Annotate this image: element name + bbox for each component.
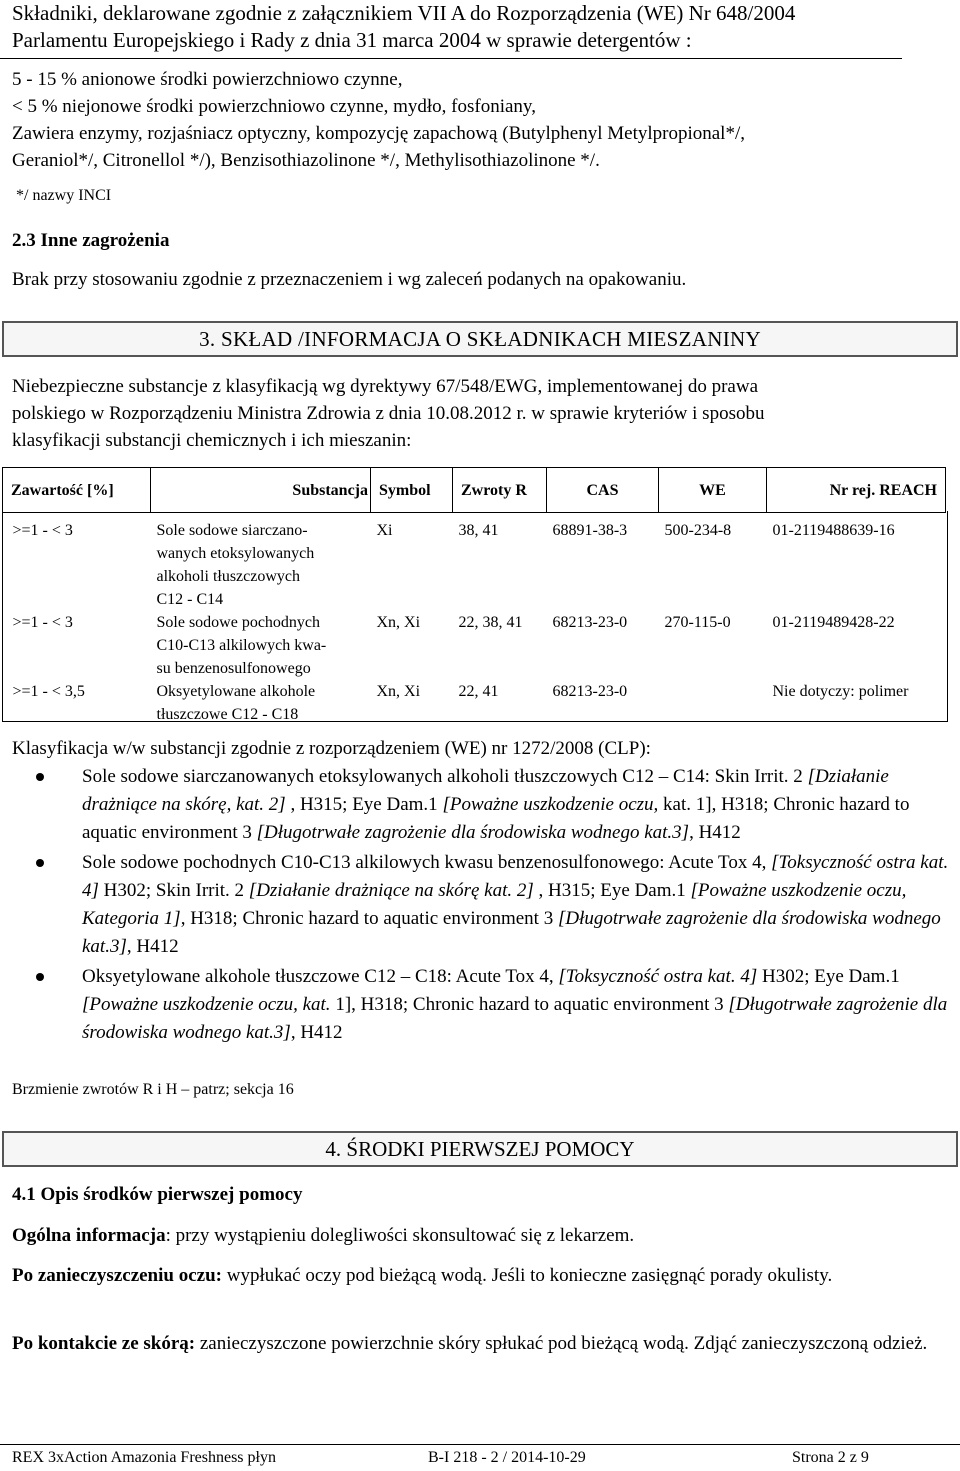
section-3-line-1: Niebezpieczne substancje z klasyfikacją wg dyrektywy 67/548/EWG, implementowanej do prawa: [12, 376, 759, 397]
skin-contact-label: Po kontakcie ze skórą:: [12, 1333, 196, 1354]
clp-text: [Poważne uszkodzenie oczu, kat.: [82, 994, 331, 1015]
clp-text: Sole sodowe siarczanowanych etoksylowanych alkoholi tłuszczowych C12 – C14: Skin Irrit. 2: [82, 766, 808, 787]
cell-cas: 68213-23-0: [552, 683, 628, 700]
footer-product: REX 3xAction Amazonia Freshness płyn: [12, 1449, 276, 1466]
clp-text: Oksyetylowane alkohole tłuszczowe C12 – C18: Acute Tox 4,: [82, 966, 559, 987]
clp-text: Sole sodowe pochodnych C10-C13 alkilowych kwasu benzenosulfonowego: Acute Tox 4,: [82, 852, 772, 873]
ingredient-line-2: < 5 % niejonowe środki powierzchniowo czynne, mydło, fosfoniany,: [12, 96, 536, 117]
ingredient-line-1: 5 - 15 % anionowe środki powierzchniowo czynne,: [12, 69, 403, 90]
section-2-3-heading: 2.3 Inne zagrożenia: [12, 230, 170, 251]
clp-text: , H318; Chronic hazard to aquatic environment 3: [82, 794, 910, 843]
clp-text: [Toksyczność ostra kat. 4]: [558, 966, 758, 987]
clp-text: [Poważne uszkodzenie oczu,: [442, 794, 659, 815]
skin-contact-text: zanieczyszczone powierzchnie skóry spłukać pod bieżącą wodą. Zdjąć zanieczyszczoną odzież.: [195, 1333, 928, 1354]
section-3-intro: [12, 373, 952, 454]
header-line-2: Parlamentu Europejskiego i Rady z dnia 31 marca 2004 w sprawie detergentów :: [12, 28, 692, 52]
table-header-cell: Nr rej. REACH: [767, 468, 946, 513]
header-box: [0, 0, 902, 59]
cell-r: 22, 41: [458, 683, 499, 700]
clp-text: H302; Eye Dam.1: [757, 966, 900, 987]
cell-cas: 68213-23-0: [552, 614, 628, 631]
cell-content: >=1 - < 3,5: [12, 683, 85, 700]
header-line-1: Składniki, deklarowane zgodnie z załącznikiem VII A do Rozporządzenia (WE) Nr 648/2004: [12, 1, 796, 25]
clp-text: [Toksyczność ostra kat. 4]: [82, 852, 949, 901]
cell-reach: Nie dotyczy: polimer: [772, 683, 909, 700]
clp-text: , H318; Chronic hazard to aquatic environment 3: [180, 908, 558, 929]
clp-text: , H315; Eye Dam.1: [285, 794, 443, 815]
clp-text: [Poważne uszkodzenie oczu, Kategoria 1]: [82, 880, 907, 929]
eye-contact-text: wypłukać oczy pod bieżącą wodą. Jeśli to konieczne zasięgnąć porady okulisty.: [221, 1265, 833, 1286]
clp-list: [0, 763, 950, 1047]
section-3-line-2: polskiego w Rozporządzeniu Ministra Zdrowia z dnia 10.08.2012 r. w sprawie kryteriów i sposobu: [12, 403, 765, 424]
section-3-line-3: klasyfikacji substancji chemicznych i ich mieszanin:: [12, 430, 412, 451]
footer-page-number: Strona 2 z 9: [792, 1449, 869, 1466]
general-info-text: : przy wystąpieniu dolegliwości skonsultować się z lekarzem.: [165, 1225, 635, 1246]
bullet-icon: [36, 859, 44, 867]
cell-cas: 68891-38-3: [552, 522, 628, 539]
clp-text: , H412: [126, 936, 179, 957]
cell-content: >=1 - < 3: [12, 522, 73, 539]
clp-text: [Działanie drażniące na skórę, kat. 2]: [82, 766, 889, 815]
cell-symbol: Xi: [376, 522, 393, 539]
cell-substance: Sole sodowe pochodnych C10-C13 alkilowych kwa- su benzenosulfonowego: [156, 614, 327, 677]
ingredient-line-4: Geraniol*/, Citronellol */), Benzisothiazolinone */, Methylisothiazolinone */.: [12, 150, 600, 171]
cell-r: 38, 41: [458, 522, 499, 539]
clp-text: , H412: [689, 822, 741, 843]
clp-text: kat. 1]: [658, 794, 712, 815]
general-info: [12, 1222, 952, 1249]
cell-content: >=1 - < 3: [12, 614, 73, 631]
table-header-cell: CAS: [547, 468, 659, 513]
page-footer: [0, 1444, 960, 1471]
clp-intro: Klasyfikacja w/w substancji zgodnie z rozporządzeniem (WE) nr 1272/2008 (CLP):: [12, 738, 651, 759]
section-3-heading: 3. SKŁAD /INFORMACJA O SKŁADNIKACH MIESZANINY: [2, 321, 958, 357]
cell-reach: 01-2119489428-22: [772, 614, 895, 631]
phrases-reference: Brzmienie zwrotów R i H – patrz; sekcja 16: [12, 1081, 294, 1098]
table-header-cell: Zwroty R: [453, 468, 547, 513]
ingredient-line-3: Zawiera enzymy, rozjaśniacz optyczny, kompozycję zapachową (Butylphenyl Metylpropional*/,: [12, 123, 745, 144]
cell-substance: Sole sodowe siarczano- wanych etoksylowanych alkoholi tłuszczowych C12 - C14: [156, 522, 315, 608]
section-4-1-heading: 4.1 Opis środków pierwszej pomocy: [12, 1184, 303, 1205]
clp-text: [Długotrwałe zagrożenie dla środowiska wodnego kat.3]: [82, 994, 948, 1043]
table-header-cell: WE: [659, 468, 767, 513]
footer-code: B-I 218 - 2 / 2014-10-29: [428, 1449, 586, 1466]
clp-text: [Długotrwałe zagrożenie dla środowiska wodnego kat.3]: [256, 822, 690, 843]
table-frame: [2, 511, 948, 722]
cell-symbol: Xn, Xi: [376, 614, 421, 631]
cell-reach: 01-2119488639-16: [772, 522, 895, 539]
list-item: [82, 963, 950, 1047]
general-info-label: Ogólna informacja: [12, 1225, 166, 1246]
ingredients-list: [12, 66, 952, 174]
bullet-icon: [36, 973, 44, 981]
clp-text: , H315; Eye Dam.1: [533, 880, 691, 901]
table-header-cell: Substancja: [151, 468, 371, 513]
cell-we: 270-115-0: [664, 614, 731, 631]
bullet-icon: [36, 773, 44, 781]
clp-text: H302; Skin Irrit. 2: [98, 880, 249, 901]
cell-symbol: Xn, Xi: [376, 683, 421, 700]
table-header-row: [3, 468, 946, 513]
skin-contact: [12, 1330, 952, 1357]
table-header-cell: Symbol: [371, 468, 453, 513]
list-item: [82, 763, 950, 847]
cell-substance: Oksyetylowane alkohole tłuszczowe C12 - C18: [156, 683, 316, 723]
eye-contact: [12, 1262, 952, 1289]
section-4-heading: 4. ŚRODKI PIERWSZEJ POMOCY: [2, 1131, 958, 1167]
section-2-3-text: Brak przy stosowaniu zgodnie z przeznaczeniem i wg zaleceń podanych na opakowaniu.: [12, 269, 687, 290]
eye-contact-label: Po zanieczyszczeniu oczu:: [12, 1265, 222, 1286]
table-header-cell: Zawartość [%]: [3, 468, 151, 513]
list-item: [82, 849, 950, 961]
clp-text: 1], H318; Chronic hazard to aquatic environment 3: [330, 994, 729, 1015]
inci-note: */ nazwy INCI: [16, 187, 112, 204]
clp-text: , H412: [290, 1022, 343, 1043]
clp-text: [Długotrwałe zagrożenie dla środowiska wodnego kat.3]: [82, 908, 941, 957]
clp-text: [Działanie drażniące na skórę kat. 2]: [248, 880, 534, 901]
cell-r: 22, 38, 41: [458, 614, 523, 631]
cell-we: 500-234-8: [664, 522, 732, 539]
